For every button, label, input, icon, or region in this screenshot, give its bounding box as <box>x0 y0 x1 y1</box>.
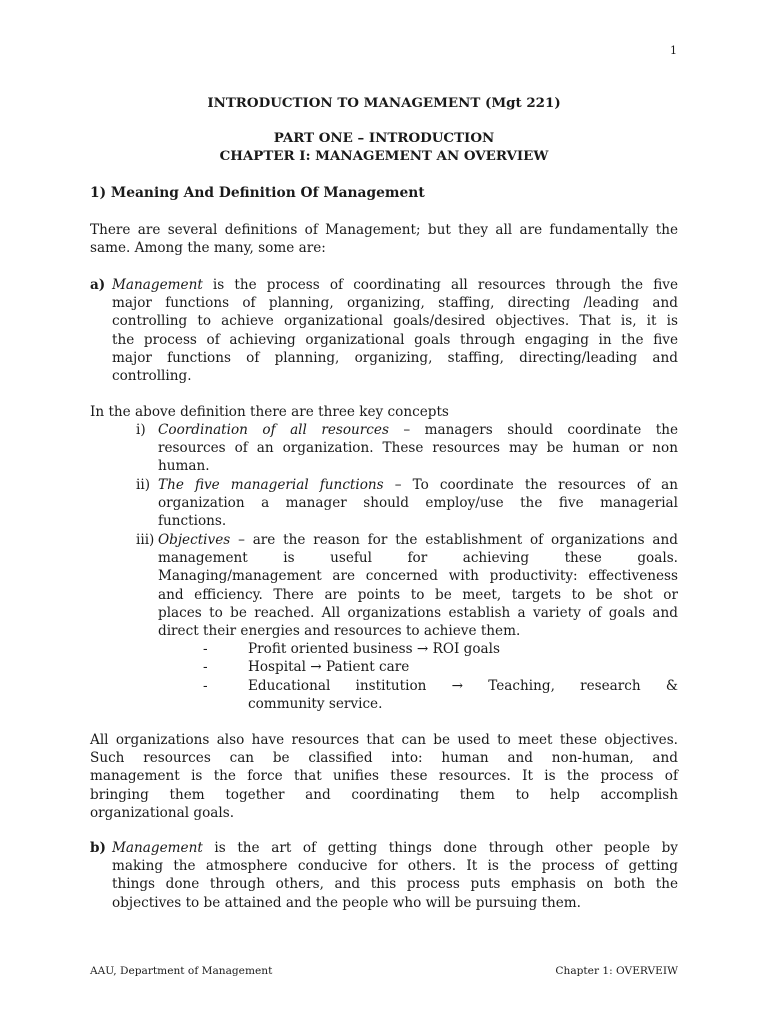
concept-line: direct their energies and resources to achieve them. <box>158 623 521 640</box>
concept-line: organization a manager should employ/use the five managerial <box>158 495 678 512</box>
concept-item <box>136 531 678 640</box>
definition-a-line: the process of achieving organizational goals through engaging in the five <box>112 331 678 348</box>
concept-line: functions. <box>158 513 227 530</box>
resources-line: bringing them together and coordinating them to help accomplish <box>90 786 678 803</box>
concept-line: Managing/management are concerned with productivity: effectiveness <box>158 568 678 585</box>
definition-a-term: Management <box>112 277 203 293</box>
concept-number: iii) <box>136 532 155 548</box>
resources-line: All organizations also have resources that can be used to meet these objectives. <box>90 732 678 748</box>
definition-a-label: a) <box>90 277 106 293</box>
definition-a-line: major functions of planning, organizing, staffing, directing /leading and <box>112 295 678 312</box>
dash-marker: - <box>203 659 208 675</box>
definition-a-line: controlling. <box>112 368 192 385</box>
resources-line: management is the force that unifies these resources. It is the process of <box>90 768 678 785</box>
example-line: Profit oriented business → ROI goals <box>248 641 500 657</box>
concept-line: management is useful for achieving these goals. <box>158 550 678 567</box>
intro-paragraph <box>90 221 678 257</box>
example-line: Hospital → Patient care <box>248 659 410 675</box>
definition-b-line: things done through others, and this process puts emphasis on both the <box>112 876 678 893</box>
definition-a-first-line <box>112 276 678 294</box>
concept-first-rest: – managers should coordinate the <box>388 422 679 438</box>
concept-line: resources of an organization. These resources may be human or non <box>158 440 678 457</box>
concept-line: human. <box>158 458 210 475</box>
concept-term: Coordination of all resources <box>158 422 389 438</box>
definition-b <box>90 839 678 912</box>
document-title: INTRODUCTION TO MANAGEMENT (Mgt 221) <box>207 95 561 111</box>
page-number: 1 <box>670 44 677 57</box>
resources-paragraph <box>90 731 678 822</box>
footer-left: AAU, Department of Management <box>90 965 273 977</box>
example-line: Educational institution → Teaching, research & <box>248 678 678 694</box>
concept-item <box>136 421 678 476</box>
concept-line: places to be reached. All organizations establish a variety of goals and <box>158 604 678 621</box>
dash-marker: - <box>203 641 208 657</box>
example-item <box>203 658 678 676</box>
example-item <box>203 640 678 658</box>
dash-marker: - <box>203 678 208 694</box>
concept-line: and efficiency. There are points to be meet, targets to be shot or <box>158 586 678 603</box>
concept-first-line <box>158 531 678 549</box>
definition-b-label: b) <box>90 840 106 856</box>
concept-first-rest: – are the reason for the establishment of organizations and <box>230 532 678 548</box>
definition-b-first-line <box>112 839 678 857</box>
definition-b-line: objectives to be attained and the people who will be pursuing them. <box>112 894 581 911</box>
concept-first-rest: – To coordinate the resources of an <box>383 477 678 493</box>
resources-line: Such resources can be classified into: human and non-human, and <box>90 750 678 767</box>
concept-number: i) <box>136 422 146 438</box>
resources-line: organizational goals. <box>90 804 235 821</box>
intro-line: There are several definitions of Management; but they all are fundamentally the <box>90 222 678 238</box>
example-line: community service. <box>248 696 383 713</box>
part-heading: PART ONE – INTRODUCTION <box>273 130 495 146</box>
definition-a <box>90 276 678 385</box>
definition-a-line: controlling to achieve organizational goals/desired objectives. That is, it is <box>112 313 678 330</box>
concept-first-line <box>158 421 678 439</box>
definition-b-line: making the atmosphere conducive for others. It is the process of getting <box>112 858 678 875</box>
definition-b-term: Management <box>112 840 203 856</box>
concept-item <box>136 476 678 531</box>
section-heading: 1) Meaning And Definition Of Management <box>90 185 425 201</box>
concept-term: The five managerial functions <box>158 477 384 493</box>
definition-a-line: major functions of planning, organizing, staffing, directing/leading and <box>112 349 678 366</box>
concept-number: ii) <box>136 477 150 493</box>
footer-right: Chapter 1: OVERVEIW <box>555 965 678 977</box>
key-concepts-intro: In the above definition there are three key concepts <box>90 404 449 420</box>
definition-b-first-rest: is the art of getting things done through other people by <box>202 840 678 856</box>
example-item <box>203 677 678 713</box>
chapter-heading: CHAPTER I: MANAGEMENT AN OVERVIEW <box>219 148 549 164</box>
intro-line: same. Among the many, some are: <box>90 240 326 257</box>
concept-term: Objectives <box>158 532 231 548</box>
definition-a-first-rest: is the process of coordinating all resources through the five <box>202 277 678 293</box>
concept-first-line <box>158 476 678 494</box>
